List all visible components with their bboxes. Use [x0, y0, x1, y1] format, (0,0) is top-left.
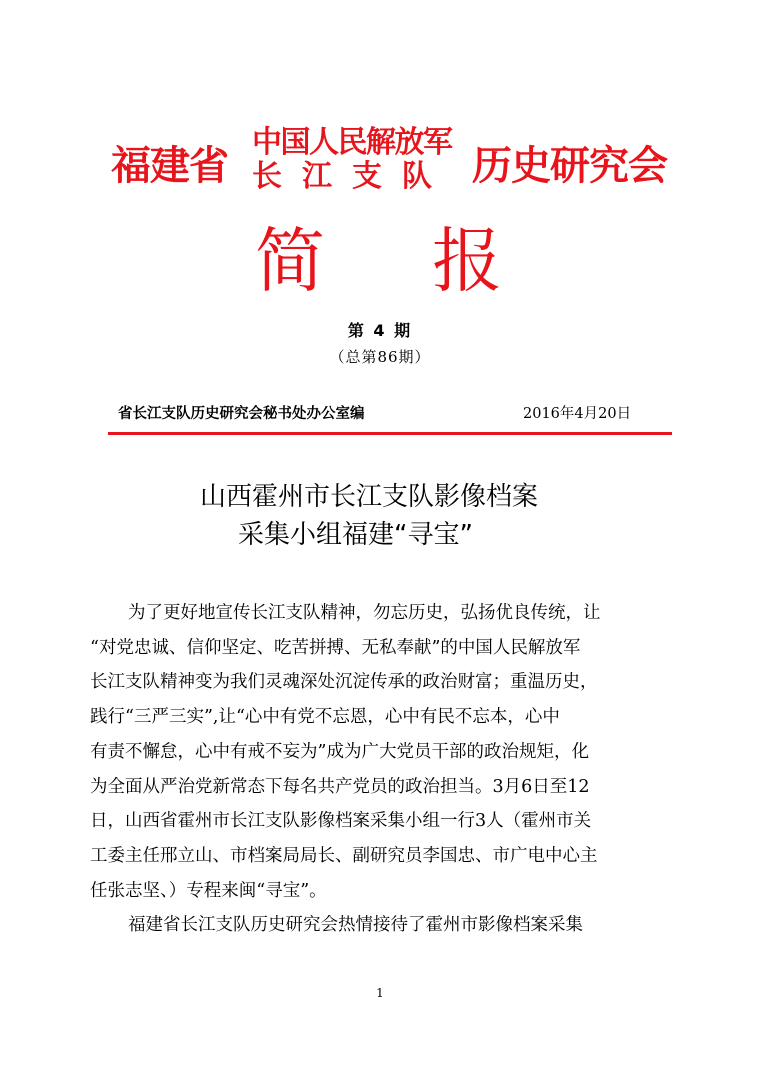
body-line: 为全面从严治党新常态下每名共产党员的政治担当。3月6日至12: [90, 776, 590, 797]
editor-line: 省长江支队历史研究会秘书处办公室编: [118, 406, 365, 422]
article-body: [90, 596, 670, 943]
body-line: 任张志坚、）专程来闽“寻宝”。: [90, 880, 327, 901]
body-line: 为了更好地宣传长江支队精神，勿忘历史，弘扬优良传统，让: [128, 603, 601, 623]
body-line: 工委主任邢立山、市档案局局长、副研究员李国忠、市广电中心主: [90, 845, 598, 866]
body-line: 日，山西省霍州市长江支队影像档案采集小组一行3人（霍州市关: [90, 811, 592, 832]
red-divider: [108, 432, 672, 435]
body-line: 践行“三严三实”,让“心中有党不忘恩，心中有民不忘本，心中: [90, 707, 560, 728]
issue-total-number: （总第86期）: [329, 348, 431, 366]
body-line: 有责不懈怠，心中有戒不妄为”成为广大党员干部的政治规矩，化: [90, 741, 589, 762]
masthead-detachment-name: 长江支队: [252, 159, 452, 194]
bulletin-title: [0, 205, 760, 302]
publish-date: 2016年4月20日: [523, 406, 632, 422]
bulletin-title-char-1: 简: [255, 220, 325, 302]
body-line: “对党忠诚、信仰坚定、吃苦拼搏、无私奉献”的中国人民解放军: [90, 637, 581, 658]
body-line: 福建省长江支队历史研究会热情接待了霍州市影像档案采集: [128, 915, 583, 936]
page-number: 1: [376, 986, 384, 1000]
masthead-army-name: 中国人民解放军: [252, 125, 452, 160]
issue-number: 第 4 期: [347, 321, 413, 340]
masthead-society: 历史研究会: [472, 143, 667, 189]
bulletin-title-char-2: 报: [432, 220, 502, 302]
body-line: 长江支队精神变为我们灵魂深处沉淀传承的政治财富；重温历史，: [90, 672, 598, 693]
masthead: [0, 118, 760, 208]
masthead-organization: [252, 126, 467, 194]
headline-line-2: 采集小组福建“寻宝”: [238, 520, 473, 550]
headline-line-1: 山西霍州市长江支队影像档案: [200, 482, 539, 512]
masthead-province: 福建省: [111, 143, 228, 189]
